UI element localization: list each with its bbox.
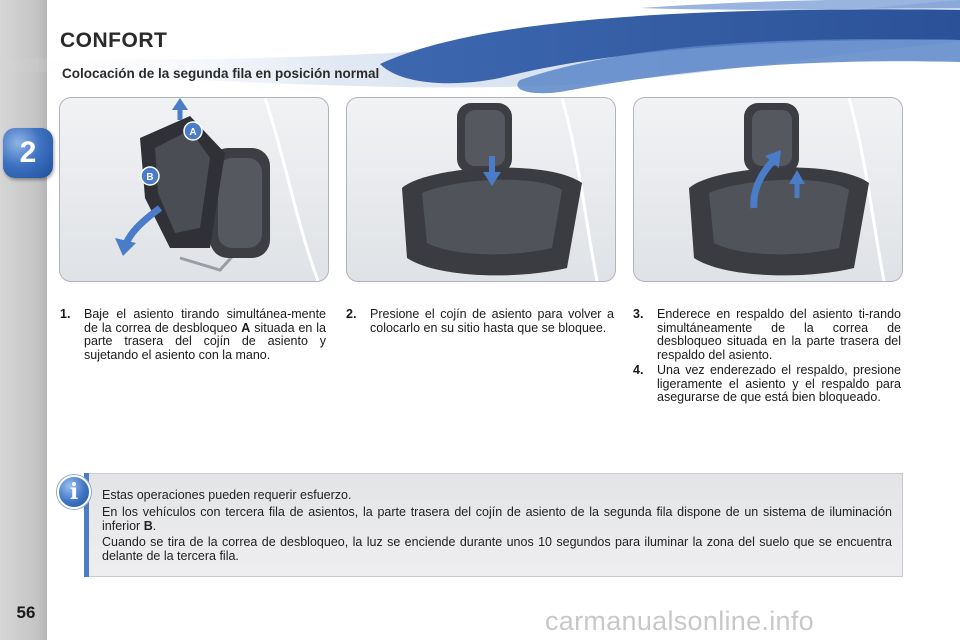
header-swoosh [0,0,960,110]
step-4 [633,364,901,405]
info-text-bold: B [143,518,153,533]
figure-fold-seat [59,97,329,282]
arrow-down-icon [125,208,160,246]
step-text: Una vez enderezado el respaldo, presione ligeramente el asiento y el respaldo para asegurarse de que está bien bloqueado. [657,363,901,404]
info-text-part: En los vehículos con tercera fila de asientos, la parte trasera del cojín de asiento de la segunda fila dispone de un sistema de iluminación inferior [102,505,892,533]
step-2 [346,308,614,335]
chapter-number: 2 [19,136,37,169]
step-text: Presione el cojín de asiento para volver a colocarlo en su sitio hasta que se bloquee. [370,307,614,335]
step-number: 3. [633,307,644,321]
step-text-part: situada en la parte trasera del cojín de asiento y sujetando el asiento con la mano. [84,320,326,362]
step-number: 4. [633,363,644,377]
watermark: carmanualsonline.info [545,606,814,636]
step-text-part: Baje el asiento tirando simultánea-mente de la correa de desbloqueo [84,307,326,335]
step-3 [633,308,901,362]
info-paragraph-3: Cuando se tira de la correa de desbloqueo, la luz se enciende durante unos 10 segundos para iluminar la zona del suelo que se encuentra delante de la tercera fila. [102,535,892,563]
seat-cushion-illustration [347,98,615,281]
info-paragraph-1: Estas operaciones pueden requerir esfuerzo. [102,488,352,502]
section-title: CONFORT [60,29,168,52]
seat-backrest-illustration [634,98,902,281]
info-icon: i [57,475,91,509]
figure-press-cushion [346,97,616,282]
step-number: 1. [60,307,71,321]
seat-folded-illustration [60,98,328,281]
step-number: 2. [346,307,357,321]
page-number: 56 [16,603,36,622]
figure-raise-backrest [633,97,903,282]
marker-b-label: B [146,172,154,183]
step-text-bold: A [241,320,251,335]
info-text-part: . [152,518,157,533]
marker-a-label: A [189,127,197,138]
step-1 [60,308,326,362]
page-subtitle: Colocación de la segunda fila en posición normal [62,66,380,81]
step-text: Enderece en respaldo del asiento ti-rando simultáneamente de la correa de desbloqueo situada en la parte trasera del respaldo del asiento. [657,307,901,362]
step-text [84,308,326,362]
info-paragraph-2 [102,506,892,533]
